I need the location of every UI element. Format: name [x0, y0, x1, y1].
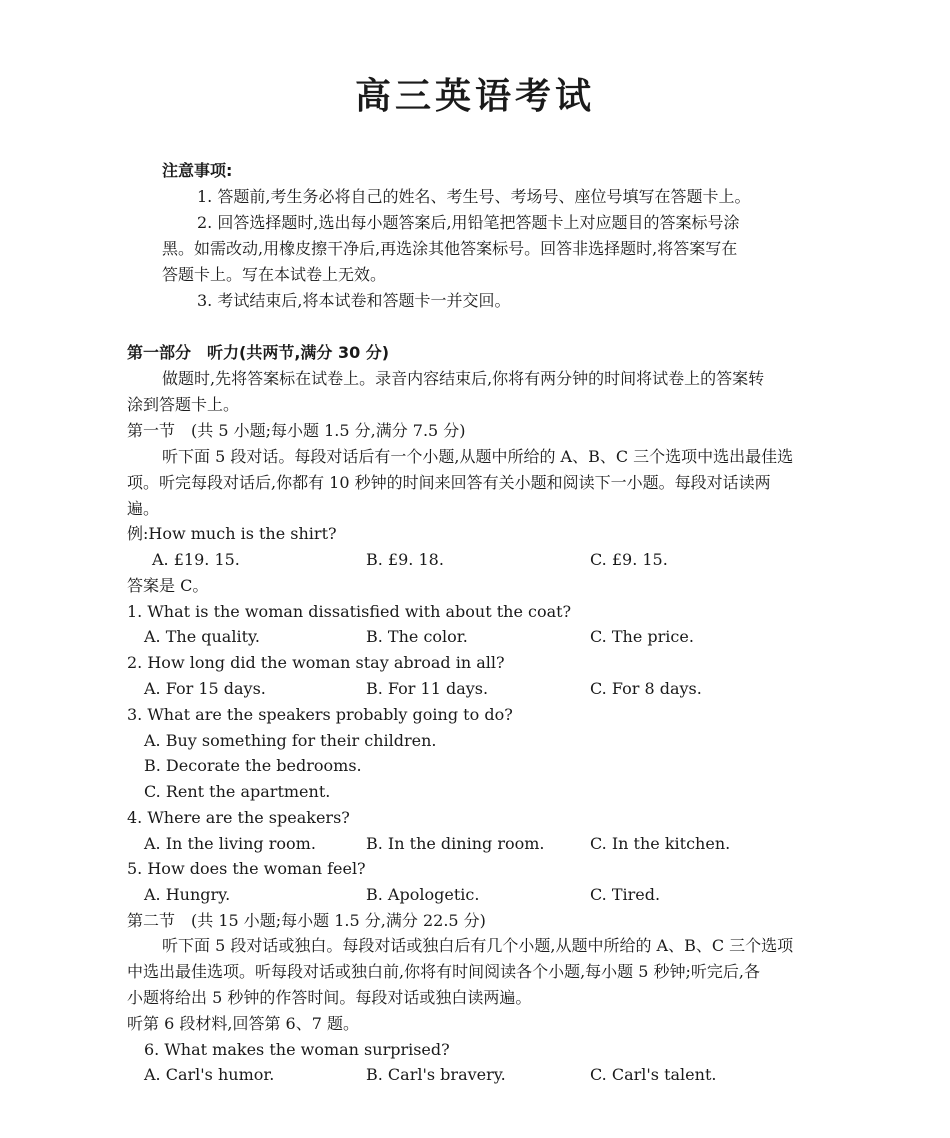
example-question: 例:How much is the shirt? [127, 524, 337, 543]
notice-line: 黑。如需改动,用橡皮擦干净后,再选涂其他答案标号。回答非选择题时,将答案写在 [162, 239, 738, 258]
option-b: B. £9. 18. [366, 550, 444, 569]
question-3: 3. What are the speakers probably going to do? [127, 705, 513, 724]
material-instruction: 听第 6 段材料,回答第 6、7 题。 [127, 1014, 359, 1033]
example-answer: 答案是 C。 [127, 576, 209, 595]
option-b: B. Decorate the bedrooms. [144, 756, 362, 775]
section-intro-line: 遍。 [127, 499, 160, 518]
notice-line: 答题卡上。写在本试卷上无效。 [162, 265, 387, 284]
option-c: C. Tired. [590, 885, 661, 904]
question-2: 2. How long did the woman stay abroad in all? [127, 653, 505, 672]
notice-line: 1. 答题前,考生务必将自己的姓名、考生号、考场号、座位号填写在答题卡上。 [197, 187, 751, 206]
section-intro-line: 项。听完每段对话后,你都有 10 秒钟的时间来回答有关小题和阅读下一小题。每段对话读两 [127, 473, 771, 492]
option-a: A. £19. 15. [152, 550, 240, 569]
section-heading: 第二节 (共 15 小题;每小题 1.5 分,满分 22.5 分) [127, 911, 486, 930]
option-a: A. In the living room. [144, 834, 316, 853]
part-intro-line: 涂到答题卡上。 [127, 395, 240, 414]
section-intro-line: 听下面 5 段对话或独白。每段对话或独白后有几个小题,从题中所给的 A、B、C 三个选项 [162, 936, 794, 955]
option-b: B. For 11 days. [366, 679, 489, 698]
question-1: 1. What is the woman dissatisfied with about the coat? [127, 602, 572, 621]
question-5: 5. How does the woman feel? [127, 859, 366, 878]
option-c: C. In the kitchen. [590, 834, 731, 853]
question-6: 6. What makes the woman surprised? [144, 1040, 450, 1059]
option-c: C. The price. [590, 627, 694, 646]
option-b: B. Carl's bravery. [366, 1065, 506, 1084]
notice-line: 3. 考试结束后,将本试卷和答题卡一并交回。 [197, 291, 511, 310]
option-c: C. Rent the apartment. [144, 782, 331, 801]
option-c: C. Carl's talent. [590, 1065, 717, 1084]
option-b: B. In the dining room. [366, 834, 545, 853]
notice-heading: 注意事项: [162, 161, 233, 180]
option-c: C. £9. 15. [590, 550, 668, 569]
part-intro-line: 做题时,先将答案标在试卷上。录音内容结束后,你将有两分钟的时间将试卷上的答案转 [162, 369, 765, 388]
option-a: A. Buy something for their children. [144, 731, 437, 750]
notice-line: 2. 回答选择题时,选出每小题答案后,用铅笔把答题卡上对应题目的答案标号涂 [197, 213, 740, 232]
option-a: A. Carl's humor. [144, 1065, 275, 1084]
option-c: C. For 8 days. [590, 679, 702, 698]
option-a: A. The quality. [144, 627, 261, 646]
option-a: A. For 15 days. [144, 679, 266, 698]
question-4: 4. Where are the speakers? [127, 808, 350, 827]
option-b: B. Apologetic. [366, 885, 480, 904]
section-intro-line: 小题将给出 5 秒钟的作答时间。每段对话或独白读两遍。 [127, 988, 532, 1007]
section-intro-line: 中选出最佳选项。听每段对话或独白前,你将有时间阅读各个小题,每小题 5 秒钟;听完后,各 [127, 962, 761, 981]
option-a: A. Hungry. [144, 885, 231, 904]
page-title: 高三英语考试 [354, 76, 595, 117]
section-intro-line: 听下面 5 段对话。每段对话后有一个小题,从题中所给的 A、B、C 三个选项中选出最佳选 [162, 447, 794, 466]
section-heading: 第一节 (共 5 小题;每小题 1.5 分,满分 7.5 分) [127, 421, 466, 440]
part-heading: 第一部分 听力(共两节,满分 30 分) [127, 343, 390, 362]
option-b: B. The color. [366, 627, 468, 646]
